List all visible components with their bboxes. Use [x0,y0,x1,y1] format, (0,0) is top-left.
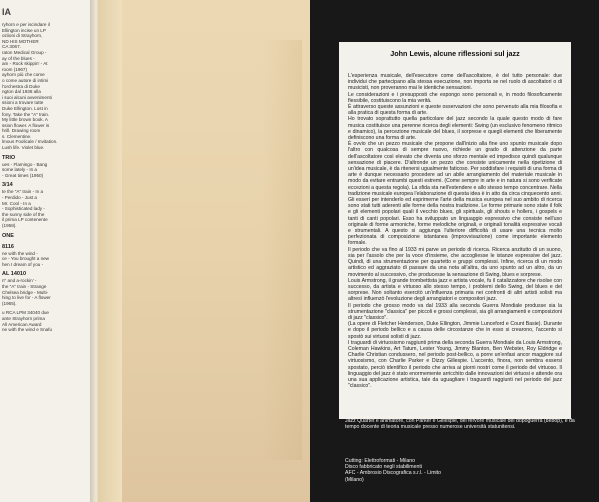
article-paragraph: I traguardi di virtuosismo raggiunti prima della seconda Guerra Mondiale da Louis Armstrong, Coleman Hawkins, Art Tatum, Lester Young, Jimmy Blanton, Ben Webster, Roy Eldridge e Charlie Christian condussero, nel periodo post-bellico, a porre un'enfasi ancor maggiore sul virtuosismo, con Charlie Parker e Dizzy Gillespie. L'accento, finora, non sembra essersi spostato, perciò identifico il periodo che arriva ai giorni nostri come il periodo del virtuoso. Il linguaggio del jazz è stato enormemente arricchito dalle innovazioni dei virtuosi e attende ora una sua applicazione artistica, tale da uguagliare i traguardi raggiunti nel periodo del jazz "classico". [348,339,562,390]
liner-line: oziioni di Strayhorn, [2,33,43,39]
left-page-liner [0,0,93,502]
liner-line: u RCA LPM 34040 due [2,310,49,316]
credit-line: Cutting: Elettroformati - Milano [345,458,416,464]
liner-line: ce - You brought a new [2,256,49,262]
catalog-ref-a: 3/14 [2,182,13,189]
liner-line: te the "A" train - In a [2,189,44,195]
credit-line: Disco fabbricato negli stabilimenti [345,464,422,471]
article-paragraph: L'esperienza musicale, dell'esecutore come dell'ascoltatore, è del tutto personale: due individui che partecipano alla stessa esecuzione, non importa se nel ruolo di ascoltatori o di musicisti, non proveranno mai le identiche sensazioni. [348,73,562,92]
tan-inner-sleeve [98,0,312,502]
liner-line: ssioni a trovare tutte [2,100,44,106]
sleeve-fold [98,0,122,502]
liner-line: Ellington incise un LP [2,27,46,33]
liner-line: ante Strayhorn prima [2,315,45,321]
liner-line: ND HIS MOTHER [2,38,39,44]
liner-line: hrill. Drawing room [2,128,41,134]
liner-line: fony. Take the "A" train. [2,111,50,117]
liner-block-3 [2,189,92,228]
liner-line: Mr. Cool - In a [2,200,31,206]
liner-line: My little brown book. A [2,117,48,123]
liner-line: (1958). [2,223,17,228]
liner-line: ngton dal 1938 alla [2,89,41,95]
liner-line: am - Rock skippin' - At [2,61,48,67]
article-body [348,73,562,389]
article-paragraph: È attraverso queste assunzioni e queste osservazioni che sono pervenuto alla mia filosofia e alla pratica di questa forma di arte. [348,104,562,117]
section-heading-top: IA [2,7,11,17]
article-paragraph: Ho trovato soprattutto quella particolare del jazz secondo la quale questo modo di fare musica costituisce una perenne ricerca degli elementi: Swing (un esclusivo fenomeno ritmico e dinamico), la percezione musicale del blues, il sorprese e quegli elementi che liberamente definiscono una forma di arte. [348,116,562,142]
liner-line: l'orchestra di Duke [2,83,40,89]
liner-line: ayhorn più che come [2,72,45,78]
liner-line: i suoi alcuni avvenimenti [2,94,52,100]
liner-block-2 [2,162,92,179]
liner-line: hing to live for - A flower [2,295,51,301]
liner-line: some lately - In a [2,167,37,173]
liner-notes-column [2,0,92,333]
liner-line: s. Clementine. [2,133,32,139]
article-paragraph: Il periodo che grosso modo va dal 1933 alla seconda Guerra Mondiale produsse sia la strumentazione "classica" per piccoli e grossi complessi, sia gli arrangiamenti e composizioni di jazz "classico". [348,302,562,321]
credit-line: AFC - Ambrosio Discografica s.r.l. - Limito [345,470,441,477]
section-heading-one: ONE [2,232,14,239]
liner-line: - Great times (1950) [2,172,44,178]
liner-line: raton Medical Group - [2,49,47,55]
author-bio [345,412,575,431]
liner-line: - Sophisticated lady - [2,206,45,212]
liner-line: il prima LP contenente [2,217,48,223]
liner-block-6 [2,310,92,332]
article-title: John Lewis, alcune riflessioni sul jazz [390,49,520,58]
liner-line: n" and a-rockin' - [2,278,37,284]
liner-line: Chelsea bridge - Multi- [2,289,49,295]
liner-line: ne with the wind e Snafu [2,327,53,333]
liner-line: ryhorn e per iscindare il [2,22,50,27]
liner-line: room (1967) [2,66,28,72]
liner-line: ssion flower. A flower is [2,122,50,128]
article-paragraph: È ovvio che un pezzo musicale che propone dall'inizio alla fine uno spunto musicale dopo l'altro con qualcosa di sempre nuovo, richiede un grado di attenzione da parte dell'ascoltatore così elevato che diventa uno sforzo mentale ed impedisce quindi qualunque sensazione di piacere. D'altronde un pezzo che consiste unicamente nella ripetizione di un'idea musicale, è da ritenersi ugualmente faticoso. Per soddisfare i requisiti di una forma di arte è dunque necessario procedere ad un abile arrangiamento del materiale musicale in modo da evitare entrambi questi estremi. (Come sempre in arte e in natura si sono verificate eccezioni a questa regola). La sfida sta nell'estendere e allo stesso tempo concentrare. Nella tradizione musicale europea l'elaborazione di questa idea è in atto da circa cinquecento anni. Gli esseri per intenderlo ed esprimerne l'arte della musica europea nel suo ambito di ricerca sono stati tutti aderenti alle forme della nostra tradizione. Le forme primarie sono state il folk e gli elementi popolari quali il vecchio blues, gli spirituals, gli shouts e hollers, i gospels e tanti di canti popolari. Esso ha sviluppato un linguaggio espressivo che consiste nell'uso originale di forme armoniche, forme melodiche originali, e originali tonalità espressive vocali e strumentali. A questo si aggiunga l'ulteriore difficoltà di usare una tecnica molto perfezionata di composizione istantanea (improvvisazione) come importante elemento formale. [348,141,562,247]
liner-line: CA 3067. [2,44,21,50]
liner-line: ues - Flamingo - Bang [2,161,48,167]
liner-line: lmous Foolicale / Invitation. [2,139,58,145]
article-paragraph: Louis Armstrong, il grande trombettista jazz e artista vocale, fu il catalizzatore che risolse con successo, da artista e virtuoso allo stesso tempo, i problemi dello Swing, del blues e del sorprese. Non soltanto esercitò un'influenza primaria nei confronti di altri artisti solisti ma altresì influenzò l'evoluzione degli arrangiatori e compositori jazz. [348,277,562,303]
catalog-ref-b: 8116 [2,243,14,250]
liner-line: ne with the wind - [2,250,38,256]
section-heading-al: AL 14010 [2,271,27,278]
liner-line: the sunny side of the [2,211,45,217]
liner-block-4 [2,251,92,268]
liner-line: Lush life. Violet blue. [2,145,45,151]
article-paragraph: (La opere di Fletcher Henderson, Duke Ellington, Jimmie Lunceford e Count Basie). Durante e dopo il periodo bellico e a causa delle circostanze che in esso si crearono, l'accento si spostò sui virtuosi solisti di jazz. [348,321,562,340]
article-paragraph: Il periodo che va fino al 1933 mi parve un periodo di ricerca. Ricerca anzitutto di un suono, sia per l'assolo che per la voce d'insieme, che accogliesse le istanze espressive del jazz. Quindi, di una strumentazione per quartetto e gruppi complessi. Infine, ricerca di un modo artistico ed aggraziato di passare da una nota all'altra, da uno spunto ad un altro, da un movimento al successivo, che producesse la sensazione di Swing, blues e sorprese. [348,246,562,278]
article-card [339,42,571,419]
liner-line: the "A" train - Strange [2,283,47,289]
liner-line: All American Award [2,321,42,327]
liner-block-1 [2,22,92,151]
liner-line: - Perdido - Just a [2,195,37,201]
sleeve-stain [262,40,302,460]
section-heading-trio: TRIO [2,154,16,161]
pressing-credits [345,458,575,483]
credit-line: (Milano) [345,476,364,483]
author-bio-text: John Lewis, uno dei più qualificati musicologi del jazz. A capo per oltre un ventennio del Modern Jazz Quartet e animatore, con Parker e Gillespie, del fervore musicale del dopoguerra (bebop), è da tempo docente di teoria musicale presso numerose università statunitensi. [345,412,575,431]
liner-line: o come autore di intimi [2,77,49,83]
liner-line: Duke Ellington. Lost in [2,105,48,111]
article-paragraph: Le considerazioni e i presupposti che espongo sono personali e, in modo filosoficamente flessibile, costituiscono la mia verità. [348,91,562,104]
liner-line: hen I dream of you - [2,261,44,267]
liner-line: ay of the blues - [2,55,35,61]
liner-block-5 [2,278,92,306]
liner-line: (1965). [2,300,17,306]
